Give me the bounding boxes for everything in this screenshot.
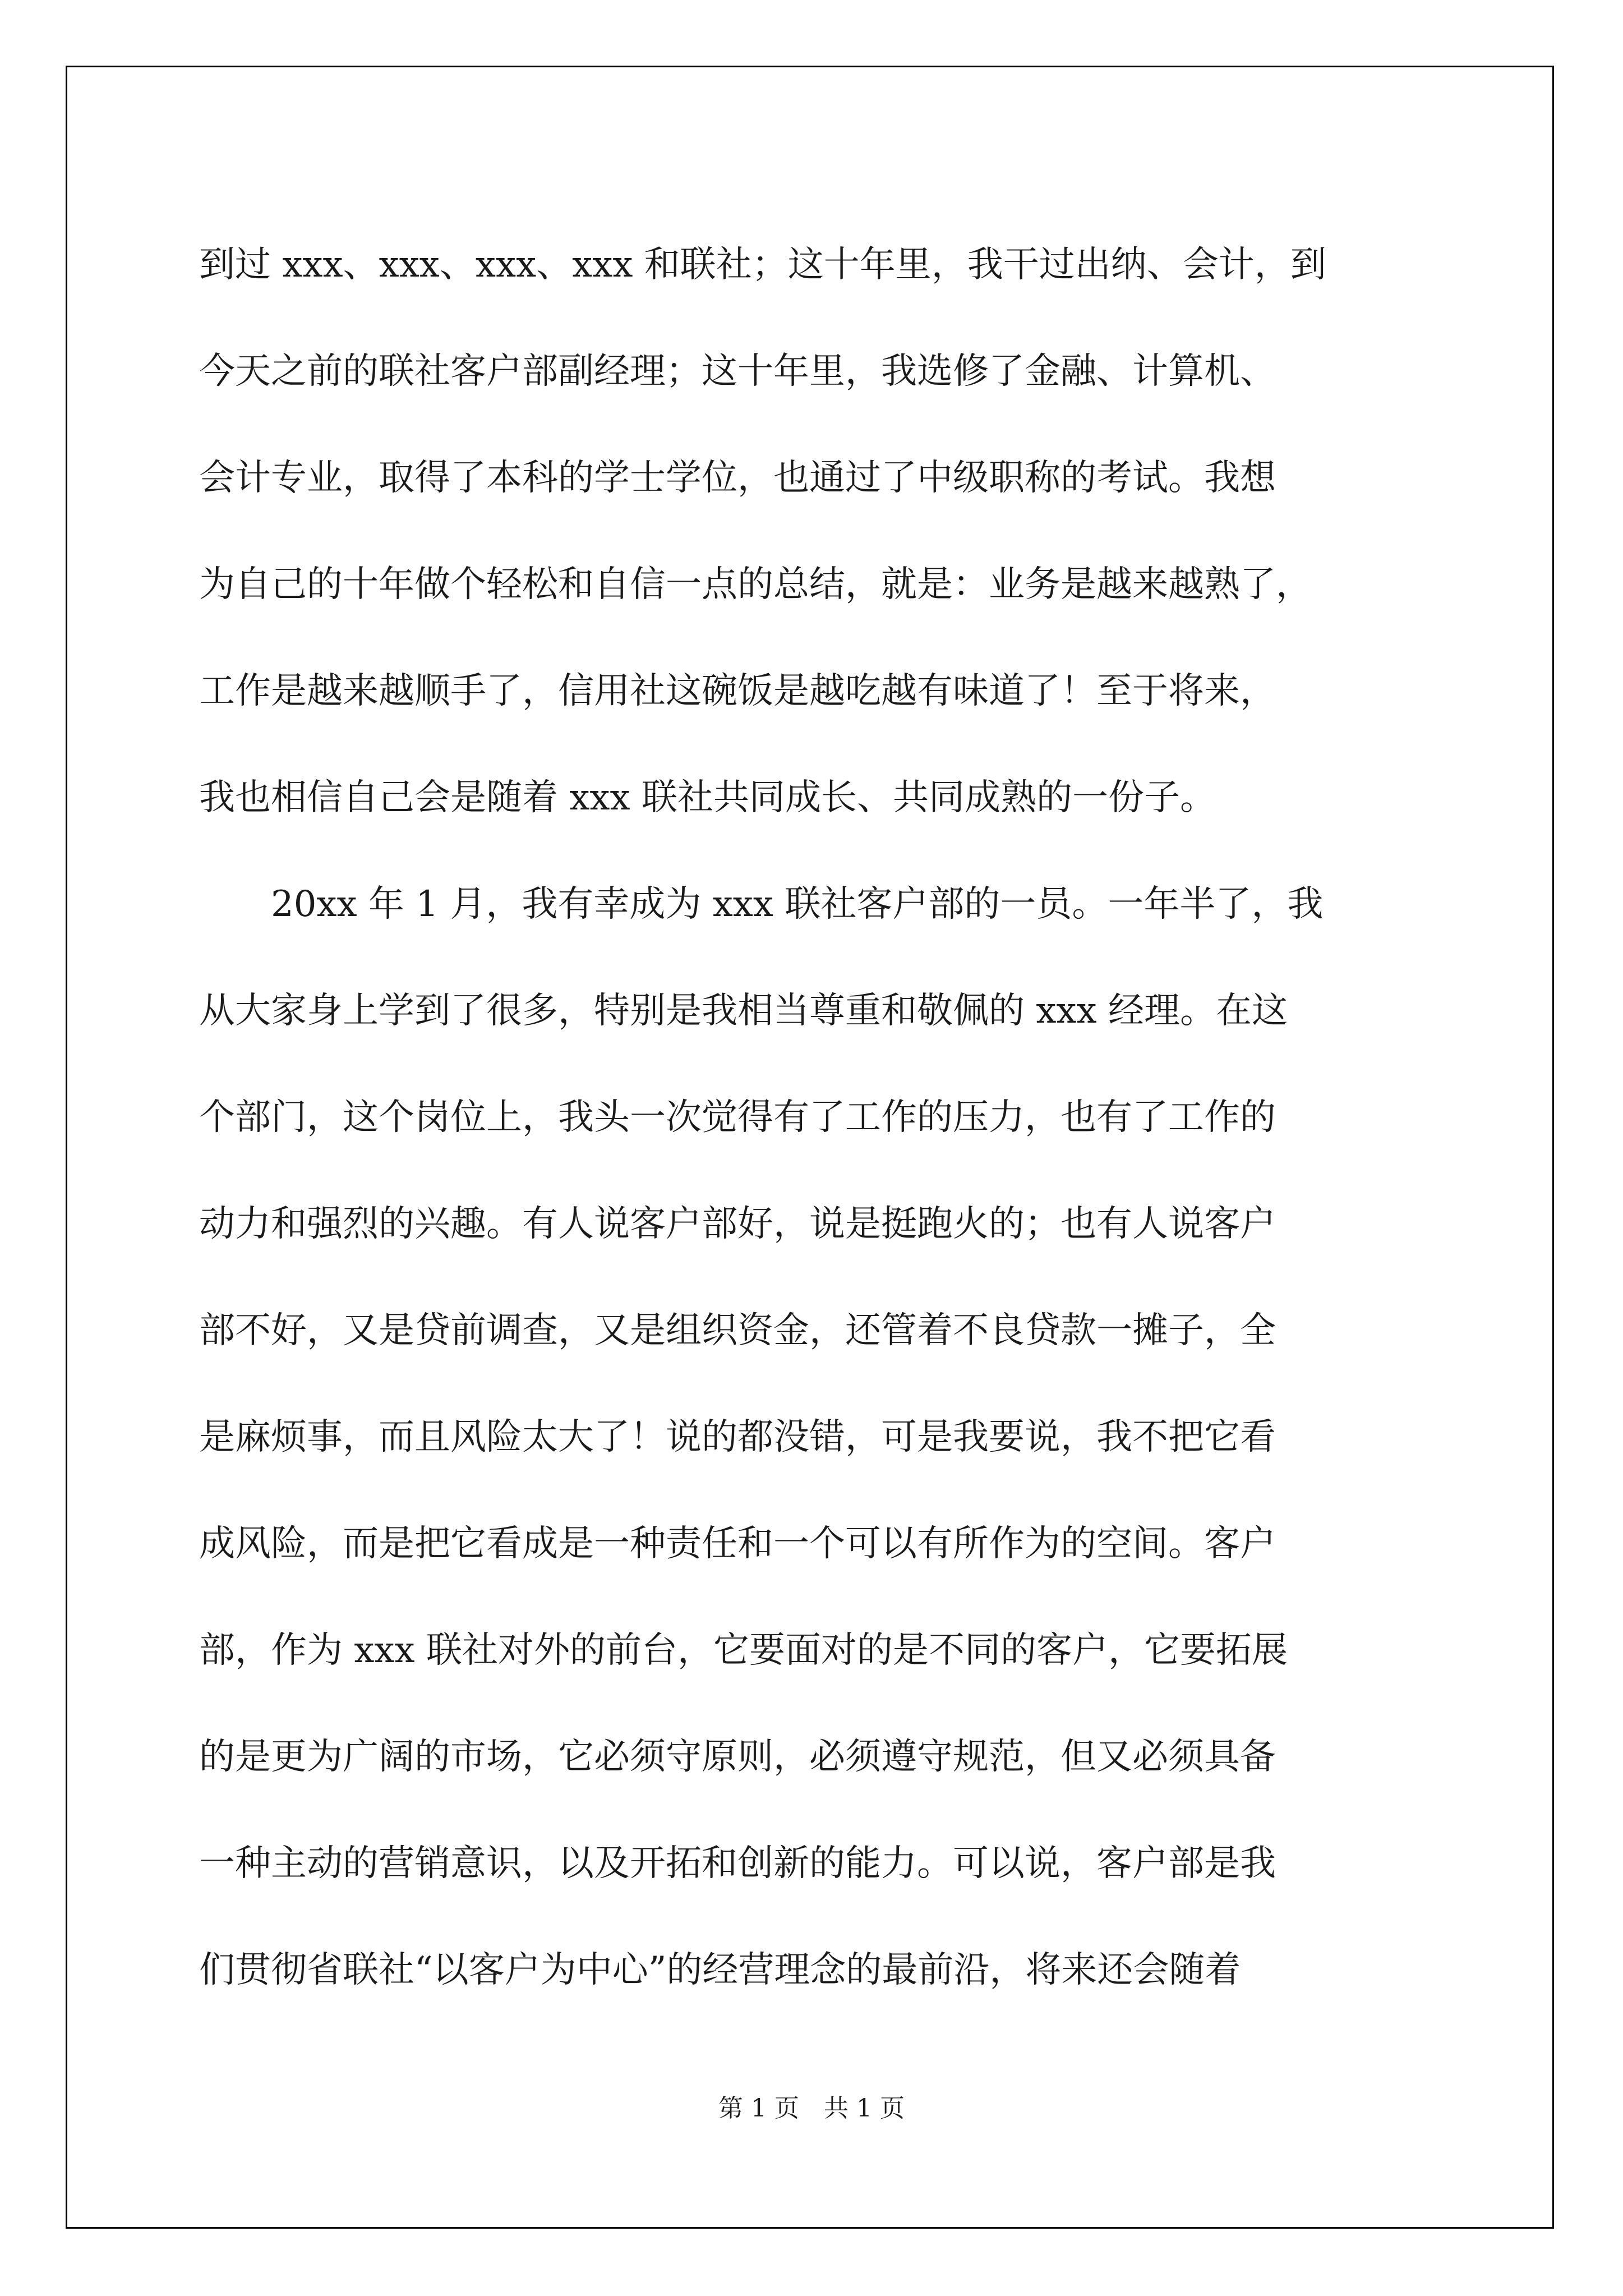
document-body [199, 211, 1441, 2023]
text-line: 我也相信自己会是随着 xxx 联社共同成长、共同成熟的一份子。 [199, 777, 1216, 818]
text-line: 个部门，这个岗位上，我头一次觉得有了工作的压力，也有了工作的 [199, 1097, 1276, 1138]
text-line: 动力和强烈的兴趣。有人说客户部好，说是挺跑火的；也有人说客户 [199, 1203, 1276, 1245]
text-line: 为自己的十年做个轻松和自信一点的总结，就是：业务是越来越熟了， [199, 564, 1312, 605]
text-line: 们贯彻省联社“以客户为中心”的经营理念的最前沿，将来还会随着 [199, 1949, 1241, 1991]
text-line: 工作是越来越顺手了，信用社这碗饭是越吃越有味道了！至于将来， [199, 670, 1276, 712]
page-number-footer: 第 1 页 共 1 页 [718, 2094, 905, 2123]
text-line: 部，作为 xxx 联社对外的前台，它要面对的是不同的客户，它要拓展 [199, 1630, 1288, 1671]
text-line: 20xx 年 1 月，我有幸成为 xxx 联社客户部的一员。一年半了，我 [199, 884, 1324, 925]
text-line: 会计专业，取得了本科的学士学位，也通过了中级职称的考试。我想 [199, 457, 1276, 499]
text-line: 到过 xxx、xxx、xxx、xxx 和联社；这十年里，我干过出纳、会计，到 [199, 244, 1326, 286]
text-line: 部不好，又是贷前调查，又是组织资金，还管着不良贷款一摊子，全 [199, 1310, 1276, 1351]
text-line: 一种主动的营销意识，以及开拓和创新的能力。可以说，客户部是我 [199, 1843, 1276, 1884]
text-line: 今天之前的联社客户部副经理；这十年里，我选修了金融、计算机、 [199, 351, 1276, 392]
text-line: 成风险，而是把它看成是一种责任和一个可以有所作为的空间。客户 [199, 1523, 1276, 1565]
text-line: 的是更为广阔的市场，它必须守原则，必须遵守规范，但又必须具备 [199, 1736, 1276, 1778]
text-line: 是麻烦事，而且风险太大了！说的都没错，可是我要说，我不把它看 [199, 1416, 1276, 1458]
text-line: 从大家身上学到了很多，特别是我相当尊重和敬佩的 xxx 经理。在这 [199, 990, 1288, 1032]
